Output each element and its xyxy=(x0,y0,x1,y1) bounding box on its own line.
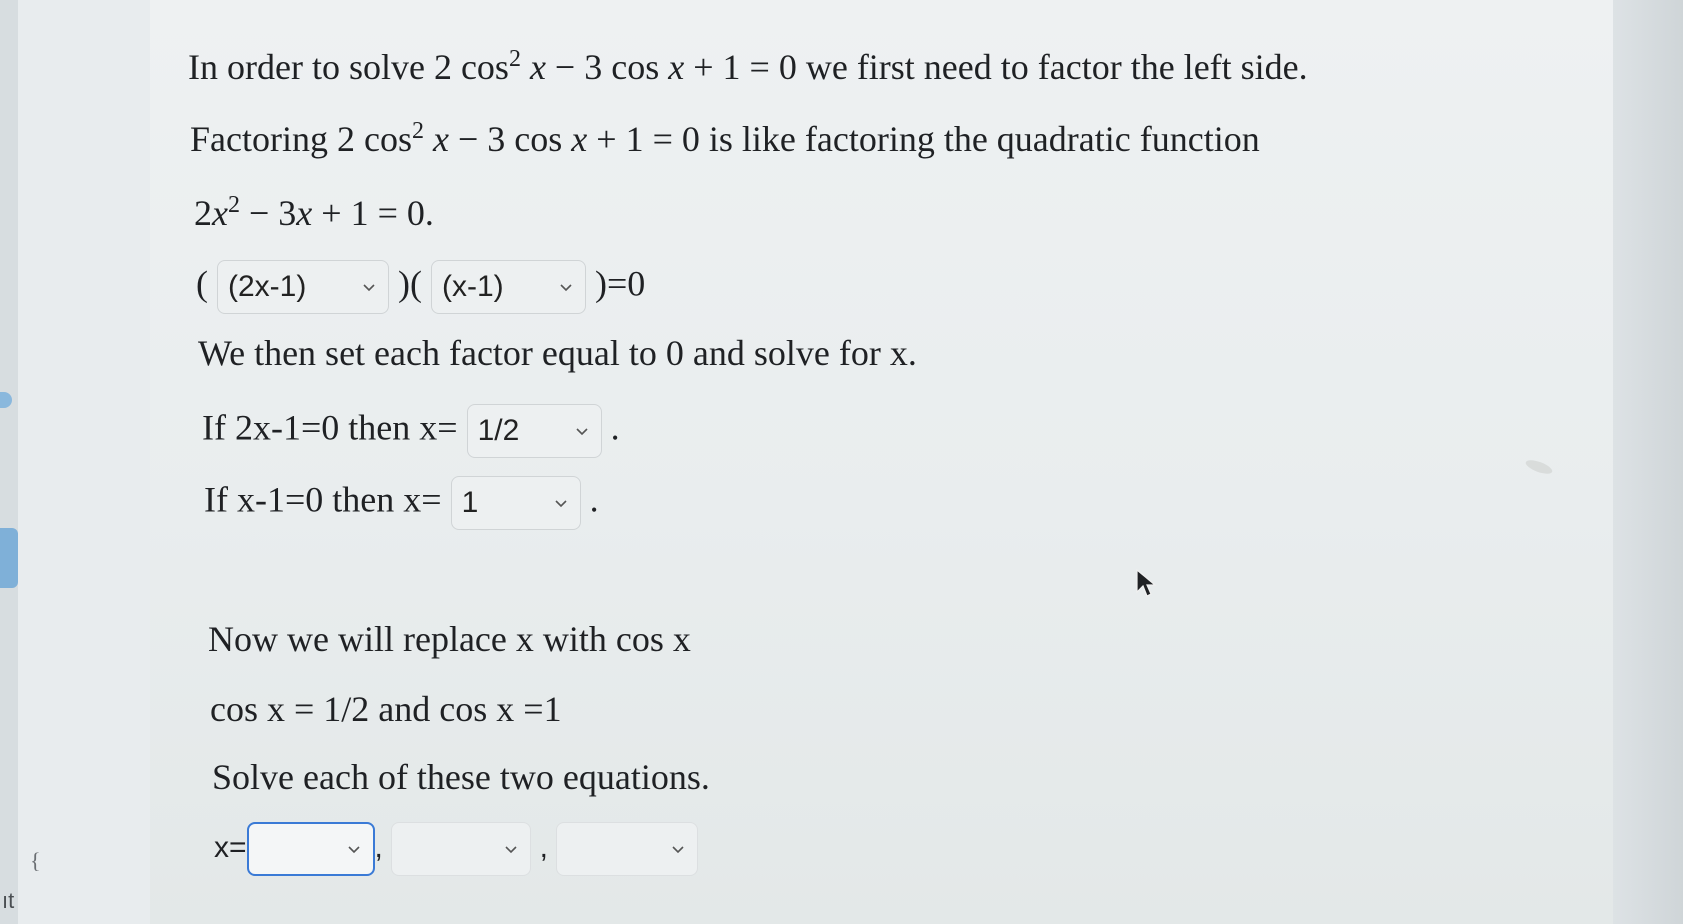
trig-equation: 2 $\cos^2 x - 3$ cos x + 1 = 0 xyxy=(433,46,797,87)
chevron-down-icon xyxy=(575,424,589,438)
chevron-down-icon xyxy=(671,842,685,856)
answer3-dropdown[interactable] xyxy=(556,822,698,876)
chevron-down-icon xyxy=(504,842,518,856)
answer-row: x= , , xyxy=(214,822,698,876)
answer2-dropdown[interactable] xyxy=(391,822,531,876)
solve-instruction: Solve each of these two equations. xyxy=(212,757,710,797)
replace-text: Now we will replace x with cos x xyxy=(208,619,691,659)
cos-values-text: cos x = 1/2 and cos x =1 xyxy=(210,689,562,729)
edge-brace-text: { xyxy=(30,848,41,873)
chevron-down-icon xyxy=(362,280,376,294)
left-window-edge xyxy=(0,0,18,924)
if-line-2: If x-1=0 then x= 1 . xyxy=(204,476,599,530)
factoring-line: Factoring 2 $\cos^2 x - 3$ cos x + 1 = 0 is like factoring the quadratic function xyxy=(190,118,1260,159)
quadratic-equation: $2x^2 - 3x + 1 = 0$. xyxy=(194,192,434,233)
factor1-dropdown[interactable]: (2x-1) xyxy=(217,260,389,314)
answer1-dropdown[interactable] xyxy=(247,822,375,876)
solution2-dropdown[interactable]: 1 xyxy=(451,476,581,530)
solution1-dropdown[interactable]: 1/2 xyxy=(467,404,602,458)
trig-equation-repeat: 2 $\cos^2 x - 3$ cos x + 1 = 0 xyxy=(336,118,700,159)
factor-row: ( (2x-1) )( (x-1) )=0 xyxy=(196,260,645,314)
if-line-1: If 2x-1=0 then x= 1/2 . xyxy=(202,404,620,458)
chevron-down-icon xyxy=(347,842,361,856)
right-window-edge xyxy=(1613,0,1683,924)
edge-corner-text: ıt xyxy=(2,888,15,913)
set-factor-text: We then set each factor equal to 0 and solve for x. xyxy=(198,333,917,373)
chevron-down-icon xyxy=(554,496,568,510)
intro-line: In order to solve 2 $\cos^2 x - 3$ cos x + 1 = 0 we first need to factor the left side. xyxy=(188,46,1308,87)
question-panel xyxy=(150,0,1613,924)
mouse-pointer-icon xyxy=(1135,568,1159,600)
left-edge-tab[interactable] xyxy=(0,528,18,588)
factor2-dropdown[interactable]: (x-1) xyxy=(431,260,586,314)
chevron-down-icon xyxy=(559,280,573,294)
